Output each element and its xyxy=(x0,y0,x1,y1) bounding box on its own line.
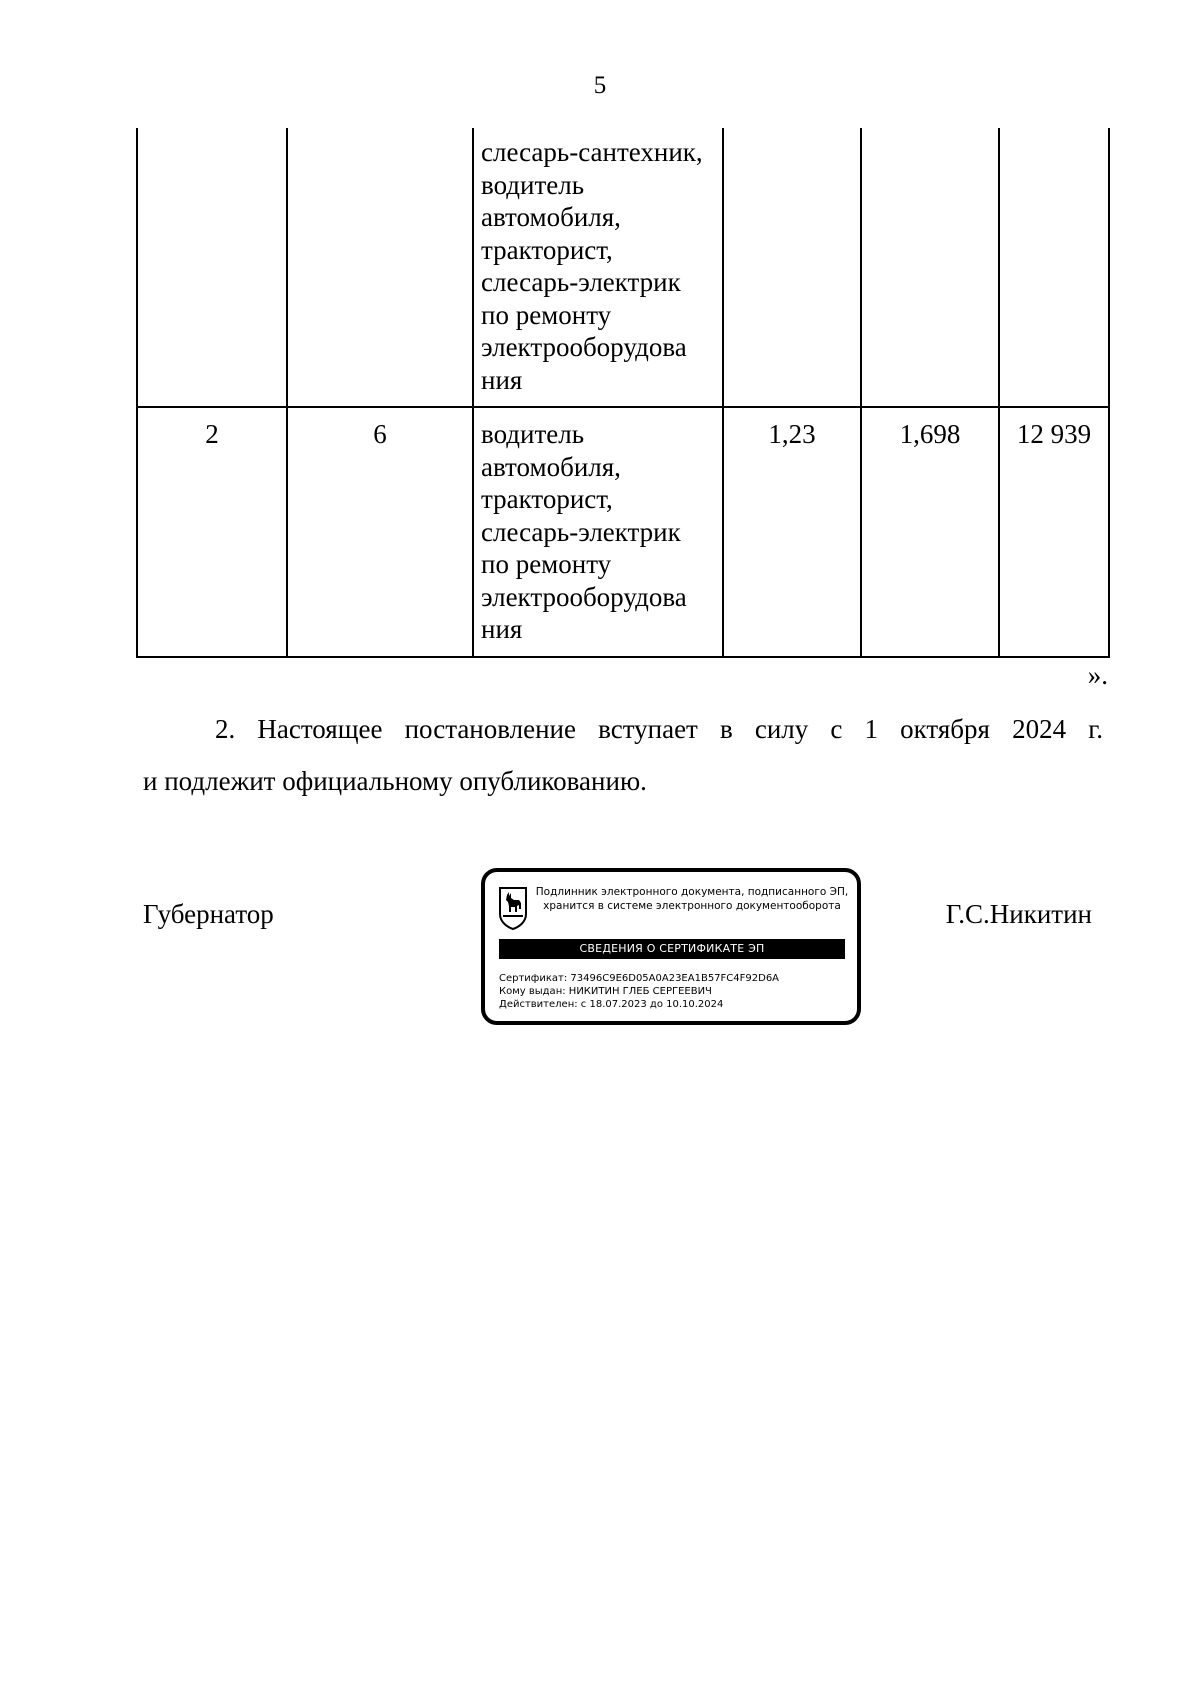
stamp-header-line: Подлинник электронного документа, подписанного ЭП, xyxy=(535,886,849,898)
coat-of-arms-icon xyxy=(497,886,529,930)
table-cell-col2 xyxy=(287,128,473,407)
validity-label: Действителен: xyxy=(499,999,578,1010)
occupation-line: электрооборудова xyxy=(481,581,687,612)
table-cell-coef2 xyxy=(861,128,999,407)
validity-row xyxy=(499,998,779,1011)
table-cell-occupations xyxy=(473,407,723,657)
occupation-line: слесарь-электрик xyxy=(481,267,681,297)
signer-name: Г.С.Никитин xyxy=(945,899,1092,929)
table-cell-occupations xyxy=(473,128,723,407)
decree-paragraph xyxy=(143,703,1103,807)
occupation-line: по ремонту xyxy=(481,549,612,579)
table-row xyxy=(137,128,1109,407)
table-cell-coef1 xyxy=(723,128,861,407)
occupation-line: водитель xyxy=(481,419,585,449)
issued-to-label: Кому выдан: xyxy=(499,986,566,997)
rates-table xyxy=(136,128,1110,658)
stamp-details xyxy=(499,972,779,1011)
occupation-line: автомобиля, xyxy=(481,451,621,482)
page-number: 5 xyxy=(593,72,607,99)
table-row xyxy=(137,407,1109,657)
certificate-row xyxy=(499,972,779,985)
stamp-header-line: хранится в системе электронного документооборота xyxy=(543,900,841,912)
issued-to-value: НИКИТИН ГЛЕБ СЕРГЕЕВИЧ xyxy=(568,986,712,997)
stamp-title-bar: СВЕДЕНИЯ О СЕРТИФИКАТЕ ЭП xyxy=(499,939,845,959)
paragraph-line: и подлежит официальному опубликованию. xyxy=(143,766,647,796)
occupation-line: автомобиля, xyxy=(481,202,621,232)
table-cell-col2: 6 xyxy=(287,407,473,657)
occupation-line: тракторист, xyxy=(481,234,613,265)
occupation-line: тракторист, xyxy=(481,484,613,514)
closing-quote: ». xyxy=(1087,660,1108,690)
paragraph-line: 2. Настоящее постановление вступает в силу с 1 октября 2024 г. xyxy=(215,714,1103,744)
stamp-header xyxy=(535,885,849,913)
occupation-line: слесарь-сантехник, xyxy=(481,137,703,167)
table-cell-coef1: 1,23 xyxy=(723,407,861,657)
table-cell-amount xyxy=(999,128,1109,407)
validity-value: с 18.07.2023 до 10.10.2024 xyxy=(580,999,724,1010)
table-cell-amount: 12 939 xyxy=(999,407,1109,657)
occupation-line: ния xyxy=(481,364,523,395)
occupation-line: по ремонту xyxy=(481,299,612,330)
certificate-value: 73496C9E6D05A0A23EA1B57FC4F92D6A xyxy=(570,973,780,984)
occupation-line: электрооборудова xyxy=(481,332,687,362)
signer-position: Губернатор xyxy=(143,899,274,929)
table-cell-col1: 2 xyxy=(137,407,287,657)
certificate-label: Сертификат: xyxy=(499,973,568,984)
occupation-line: слесарь-электрик xyxy=(481,516,681,547)
issued-to-row xyxy=(499,985,779,998)
occupation-line: водитель xyxy=(481,169,585,200)
occupation-line: ния xyxy=(481,614,523,644)
electronic-signature-stamp xyxy=(481,868,861,1025)
table-cell-coef2: 1,698 xyxy=(861,407,999,657)
table-cell-col1 xyxy=(137,128,287,407)
